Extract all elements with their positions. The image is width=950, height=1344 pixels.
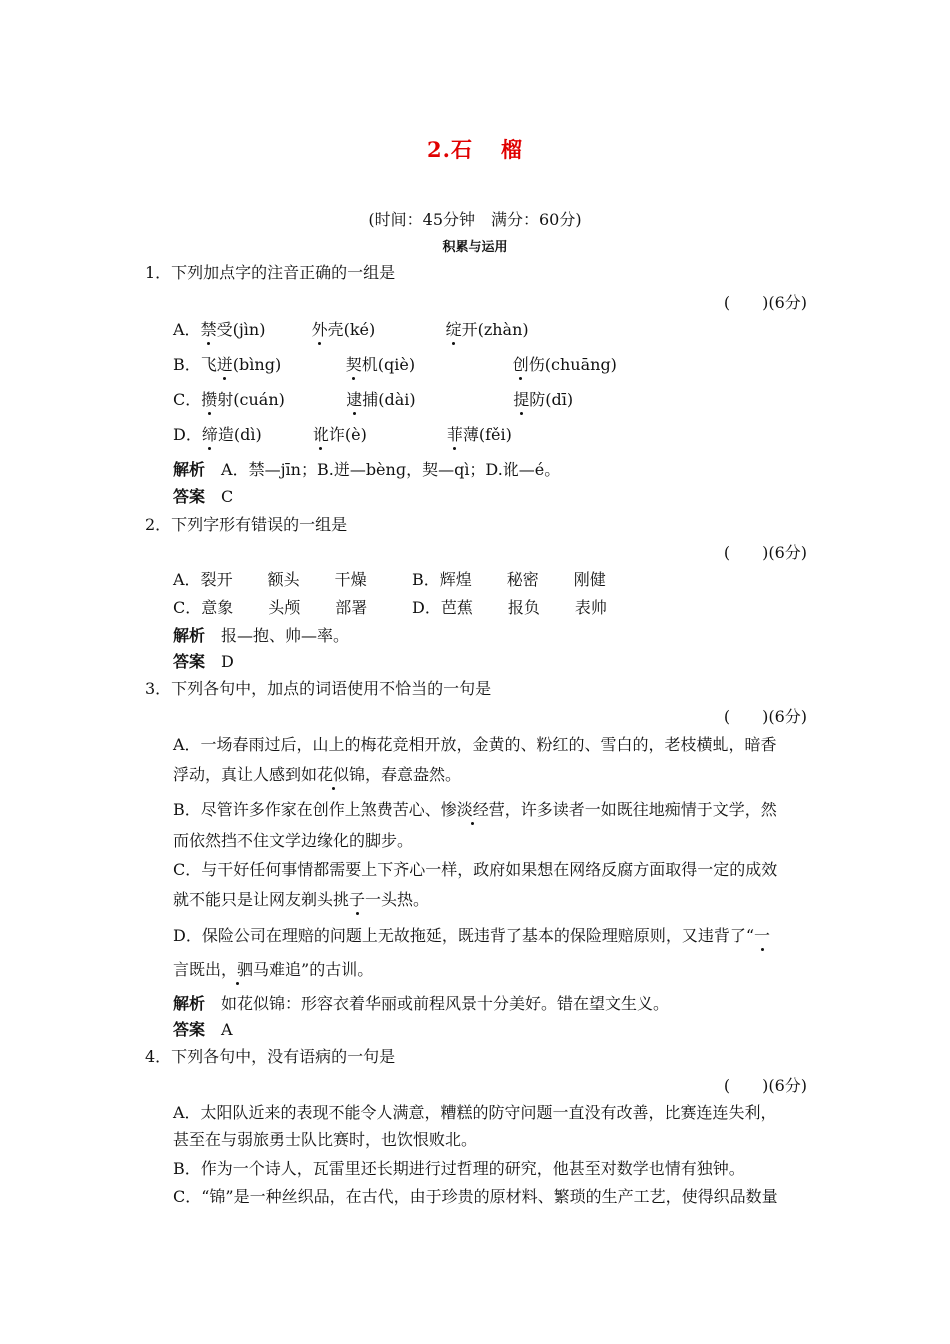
q1-stem: 1．下列加点字的注音正确的一组是 <box>145 263 396 282</box>
q3-option-d-line2: 言既出，驷马难追”的古训。 <box>173 960 374 979</box>
q2-stem: 2．下列字形有错误的一组是 <box>145 515 348 534</box>
title-number: 2. <box>427 137 451 162</box>
q4-option-a-line2: 甚至在与弱旅勇士队比赛时，也饮恨败北。 <box>173 1130 478 1149</box>
q1-option-c: C．攒射(cuán) 逮捕(dài) 提防(dī) <box>173 390 574 409</box>
q1-option-d: D．缔造(dì) 讹诈(è) 菲薄(fěi) <box>173 425 512 444</box>
section-heading: 积累与运用 <box>442 240 508 255</box>
q2-score: ( )(6分) <box>723 543 807 562</box>
q1-analysis: 解析 A．禁—jīn；B.迸—bènɡ，契—qì；D.讹—é。 <box>173 460 561 479</box>
q3-answer: 答案 A <box>173 1020 233 1039</box>
dotted-phrase: 剃头挑子一头热 <box>301 890 414 909</box>
q4-option-a-line1: A．太阳队近来的表现不能令人满意，糟糕的防守问题一直没有改善，比赛连连失利， <box>173 1103 777 1122</box>
q1-option-a: A．禁受(jìn) 外壳(ké) 绽开(zhàn) <box>173 320 529 339</box>
title-char-2: 榴 <box>500 137 523 162</box>
dotted-phrase: 一 <box>754 926 771 945</box>
q3-stem: 3．下列各句中，加点的词语使用不恰当的一句是 <box>145 679 492 698</box>
q4-stem: 4．下列各句中，没有语病的一句是 <box>145 1047 396 1066</box>
q3-option-d-line1: D．保险公司在理赔的问题上无故拖延，既违背了基本的保险理赔原则，又违背了“一 <box>173 926 771 945</box>
dotted-phrase: 言既出，驷马难追 <box>173 960 302 979</box>
q3-score: ( )(6分) <box>723 707 807 726</box>
q1-answer: 答案 C <box>173 487 234 506</box>
q3-option-b-line2: 而依然挡不住文学边缘化的脚步。 <box>173 831 414 850</box>
dotted-phrase: 如花似锦 <box>301 765 366 784</box>
q2-row-ab: A．裂开 额头 干燥 B．辉煌 秘密 刚健 <box>173 570 606 589</box>
q4-option-c-line1: C．“锦”是一种丝织品，在古代，由于珍贵的原材料、繁琐的生产工艺，使得织品数量 <box>173 1187 778 1206</box>
q3-option-c-line2: 就不能只是让网友剃头挑子一头热。 <box>173 890 430 909</box>
dotted-phrase: 惨淡经营 <box>440 800 505 819</box>
q3-option-c-line1: C．与干好任何事情都需要上下齐心一样，政府如果想在网络反腐方面取得一定的成效 <box>173 860 778 879</box>
q1-option-b: B．飞迸(bìng) 契机(qiè) 创伤(chuāng) <box>173 355 617 374</box>
q2-row-cd: C．意象 头颅 部署 D．芭蕉 报负 表帅 <box>173 598 607 617</box>
time-info: (时间：45分钟 满分：60分) <box>368 210 582 229</box>
title-char-1: 石 <box>450 137 473 162</box>
q1-score: ( )(6分) <box>723 293 807 312</box>
q3-option-a-line2: 浮动，真让人感到如花似锦，春意盎然。 <box>173 765 462 784</box>
q4-option-b: B．作为一个诗人，瓦雷里还长期进行过哲理的研究，他甚至对数学也情有独钟。 <box>173 1159 745 1178</box>
q2-answer: 答案 D <box>173 652 234 671</box>
q3-option-b-line1: B．尽管许多作家在创作上煞费苦心、惨淡经营，许多读者一如既往地痴情于文学，然 <box>173 800 777 819</box>
q2-analysis: 解析 报—抱、帅—率。 <box>173 626 350 645</box>
page-title <box>0 134 950 164</box>
q3-analysis: 解析 如花似锦：形容衣着华丽或前程风景十分美好。错在望文生义。 <box>173 994 670 1013</box>
q4-score: ( )(6分) <box>723 1076 807 1095</box>
q3-option-a-line1: A．一场春雨过后，山上的梅花竞相开放，金黄的、粉红的、雪白的，老枝横虬，暗香 <box>173 735 777 754</box>
